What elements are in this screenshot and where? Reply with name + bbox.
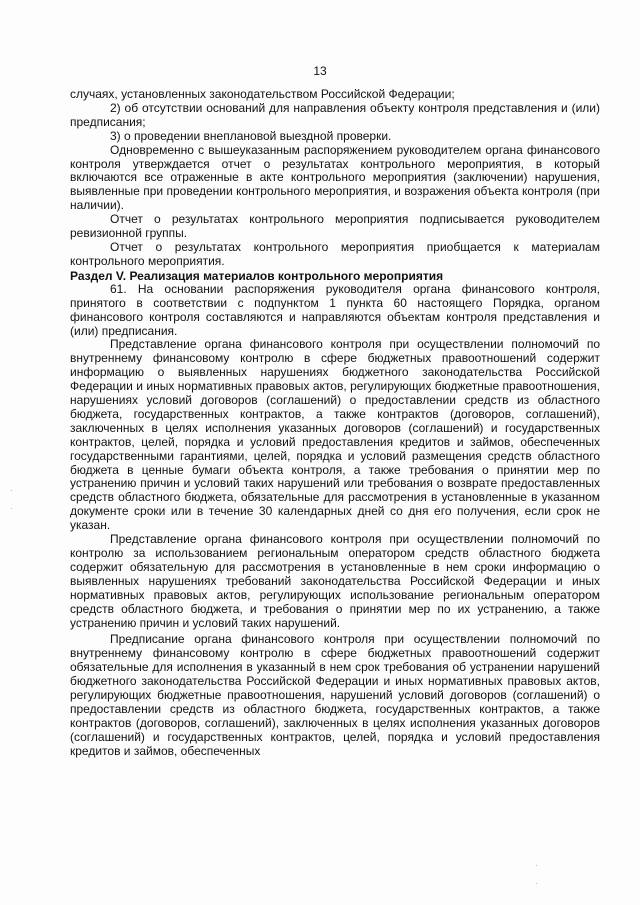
paragraph: Отчет о результатах контрольного мероприятия подписывается руководителем ревизионной группы. — [70, 212, 600, 241]
paragraph: 2) об отсутствии оснований для направления объекту контроля представления и (или) предписания; — [70, 100, 600, 129]
scan-mark: · — [535, 879, 538, 888]
paragraph: случаях, установленных законодательством Российской Федерации; — [70, 87, 455, 101]
page-number: 13 — [313, 64, 327, 78]
paragraph: Отчет о результатах контрольного мероприятия приобщается к материалам контрольного мероприятия. — [70, 239, 600, 268]
scan-mark: · — [10, 504, 13, 513]
paragraph: Представление органа финансового контроля при осуществлении полномочий по внутреннему финансовому контролю в сфере бюджетных правоотношений содержит информацию о выявленных нарушениях бюджетного законодательства Российской Федерации и иных нормативных правовых актов, регулирующих бюджетные правоотношения, нарушениях условий договоров (соглашений) о предоставлении средств из областного бюджета, государственных контрактов, а также контрактов (договоров, соглашений), заключенных в целях исполнения указанных договоров (соглашений) и государственных контрактов, целей, порядка и условий предоставления кредитов и займов, обеспеченных государственными гарантиями, целей, порядка и условий размещения средств областного бюджета в ценные бумаги объекта контроля, а также требования о принятии мер по устранению причин и условий таких нарушений или требования о возврате предоставленных средств областного бюджета, обязательные для рассмотрения в установленные в указанном документе сроки или в течение 30 календарных дней со дня его получения, если срок не указан. — [70, 337, 600, 533]
scan-mark: · — [535, 861, 538, 870]
paragraph: 61. На основании распоряжения руководителя органа финансового контроля, принятого в соответствии с подпунктом 1 пункта 60 настоящего Порядка, органом финансового контроля составляются и направляются объектам контроля представления и (или) предписания. — [70, 281, 600, 338]
section-title: Раздел V. Реализация материалов контрольного мероприятия — [70, 268, 444, 283]
paragraph: Предписание органа финансового контроля при осуществлении полномочий по внутреннему финансовому контролю в сфере бюджетных правоотношений содержит обязательные для исполнения в указанный в нем срок требования об устранении нарушений бюджетного законодательства Российской Федерации и иных нормативных правовых актов, регулирующих бюджетные правоотношения, нарушений условий договоров (соглашений) о предоставлении средств из областного бюджета, государственных контрактов, а также контрактов (договоров, соглашений), заключенных в целях исполнения указанных договоров (соглашений) и государственных контрактов, целей, порядка и условий предоставления кредитов и займов, обеспеченных — [70, 632, 600, 758]
paragraph: 3) о проведении внеплановой выездной проверки. — [110, 128, 392, 143]
scan-mark: · — [10, 486, 13, 495]
paragraph: Одновременно с вышеуказанным распоряжением руководителем органа финансового контроля утверждается отчет о результатах контрольного мероприятия, в который включаются все отраженные в акте контрольного мероприятия (заключении) нарушения, выявленные при проведении контрольного мероприятия, и возражения объекта контроля (при наличии). — [70, 142, 600, 213]
paragraph: Представление органа финансового контроля при осуществлении полномочий по контролю за использованием региональным оператором средств областного бюджета содержит обязательную для рассмотрения в установленные в нем сроки информацию о выявленных нарушениях требований законодательства Российской Федерации и иных нормативных правовых актов, регулирующих использование региональным оператором средств областного бюджета, и требования о принятии мер по их устранению, а также устранению причин и условий таких нарушений. — [70, 532, 600, 630]
document-body — [70, 88, 600, 759]
